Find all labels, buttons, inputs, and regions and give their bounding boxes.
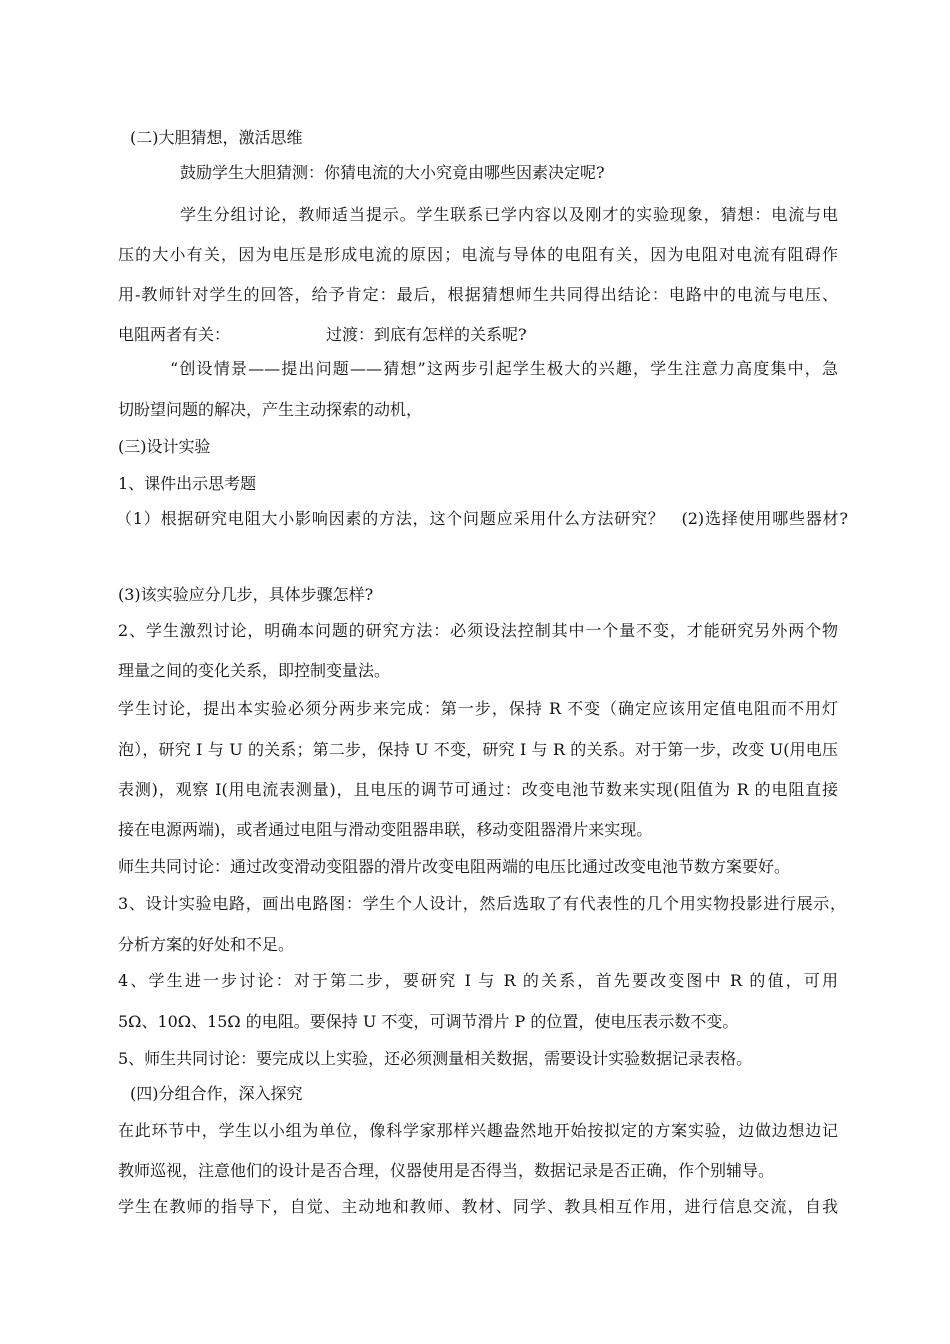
question-3: (3)该实验应分几步，具体步骤怎样?	[118, 585, 374, 604]
paragraph-group-line-2: 教师巡视，注意他们的设计是否合理，仪器使用是否得当，数据记录是否正确，作个别辅导。	[118, 1161, 775, 1180]
paragraph-steps-line-3: 表测)，观察 I(用电流表测量)，且电压的调节可通过：改变电池节数来实现(阻值为 R 的电阻直接	[118, 780, 838, 799]
paragraph-discussion-line-1: 学生分组讨论，教师适当提示。学生联系已学内容以及刚才的实验现象，猜想：电流与电	[180, 205, 838, 224]
section-heading-guess: (二)大胆猜想，激活思维	[130, 128, 303, 147]
paragraph-steps-line-4: 接在电源两端)，或者通过电阻与滑动变阻器串联，移动变阻器滑片来实现。	[118, 820, 653, 839]
list-item-2-line-2: 理量之间的变化关系，即控制变量法。	[118, 661, 391, 680]
paragraph-discussion-line-2: 压的大小有关，因为电压是形成电流的原因；电流与导体的电阻有关，因为电阻对电流有阻碍作	[118, 245, 838, 264]
section-heading-cooperate: (四)分组合作，深入探究	[130, 1084, 303, 1103]
list-item-1: 1、课件出示思考题	[118, 474, 257, 493]
list-item-4-line-1: 4、学生进一步讨论：对于第二步，要研究 I 与 R 的关系，首先要改变图中 R 的值，可用	[118, 971, 838, 990]
list-item-3-line-2: 分析方案的好处和不足。	[118, 935, 295, 954]
list-item-2-line-1: 2、学生激烈讨论，明确本问题的研究方法：必须设法控制其中一个量不变，才能研究另外两个物	[118, 621, 838, 640]
list-item-3-line-1: 3、设计实验电路，画出电路图：学生个人设计，然后选取了有代表性的几个用实物投影进行展示，	[118, 894, 846, 913]
paragraph-scenario-line-1: “创设情景——提出问题——猜想”这两步引起学生极大的兴趣，学生注意力高度集中，急	[170, 359, 838, 378]
paragraph-guidance-line-1: 学生在教师的指导下，自觉、主动地和教师、教材、同学、教具相互作用，进行信息交流，自我	[118, 1197, 838, 1216]
transition-text: 过渡：到底有怎样的关系呢?	[326, 325, 527, 344]
paragraph-steps-line-2: 泡），研究 I 与 U 的关系；第二步，保持 U 不变，研究 I 与 R 的关系。对于第一步，改变 U(用电压	[118, 740, 838, 759]
list-item-5: 5、师生共同讨论：要完成以上实验，还必须测量相关数据，需要设计实验数据记录表格。	[118, 1049, 753, 1068]
conclusion-text: 电阻两者有关：	[118, 325, 231, 344]
paragraph-steps-line-1: 学生讨论，提出本实验必须分两步来完成：第一步，保持 R 不变（确定应该用定值电阻而不用灯	[118, 699, 838, 718]
paragraph-group-line-1: 在此环节中，学生以小组为单位，像科学家那样兴趣盎然地开始按拟定的方案实验，边做边想边记	[118, 1121, 838, 1140]
paragraph-encourage-guess: 鼓励学生大胆猜测：你猜电流的大小究竟由哪些因素决定呢?	[180, 163, 605, 182]
paragraph-scenario-line-2: 切盼望问题的解决，产生主动探索的动机，	[118, 400, 423, 419]
list-item-4-line-2: 5Ω、10Ω、15Ω 的电阻。要保持 U 不变，可调节滑片 P 的位置，使电压表示数不变。	[118, 1012, 739, 1031]
paragraph-joint-discussion: 师生共同讨论：通过改变滑动变阻器的滑片改变电阻两端的电压比通过改变电池节数方案要好。	[118, 857, 791, 876]
paragraph-discussion-line-3: 用-教师针对学生的回答，给予肯定：最后，根据猜想师生共同得出结论：电路中的电流与电压、	[118, 285, 838, 304]
paragraph-discussion-line-4	[118, 325, 527, 345]
section-heading-design: (三)设计实验	[118, 437, 211, 456]
question-1-2: （1）根据研究电阻大小影响因素的方法，这个问题应采用什么方法研究？ (2)选择使用哪些器材?	[116, 509, 848, 528]
